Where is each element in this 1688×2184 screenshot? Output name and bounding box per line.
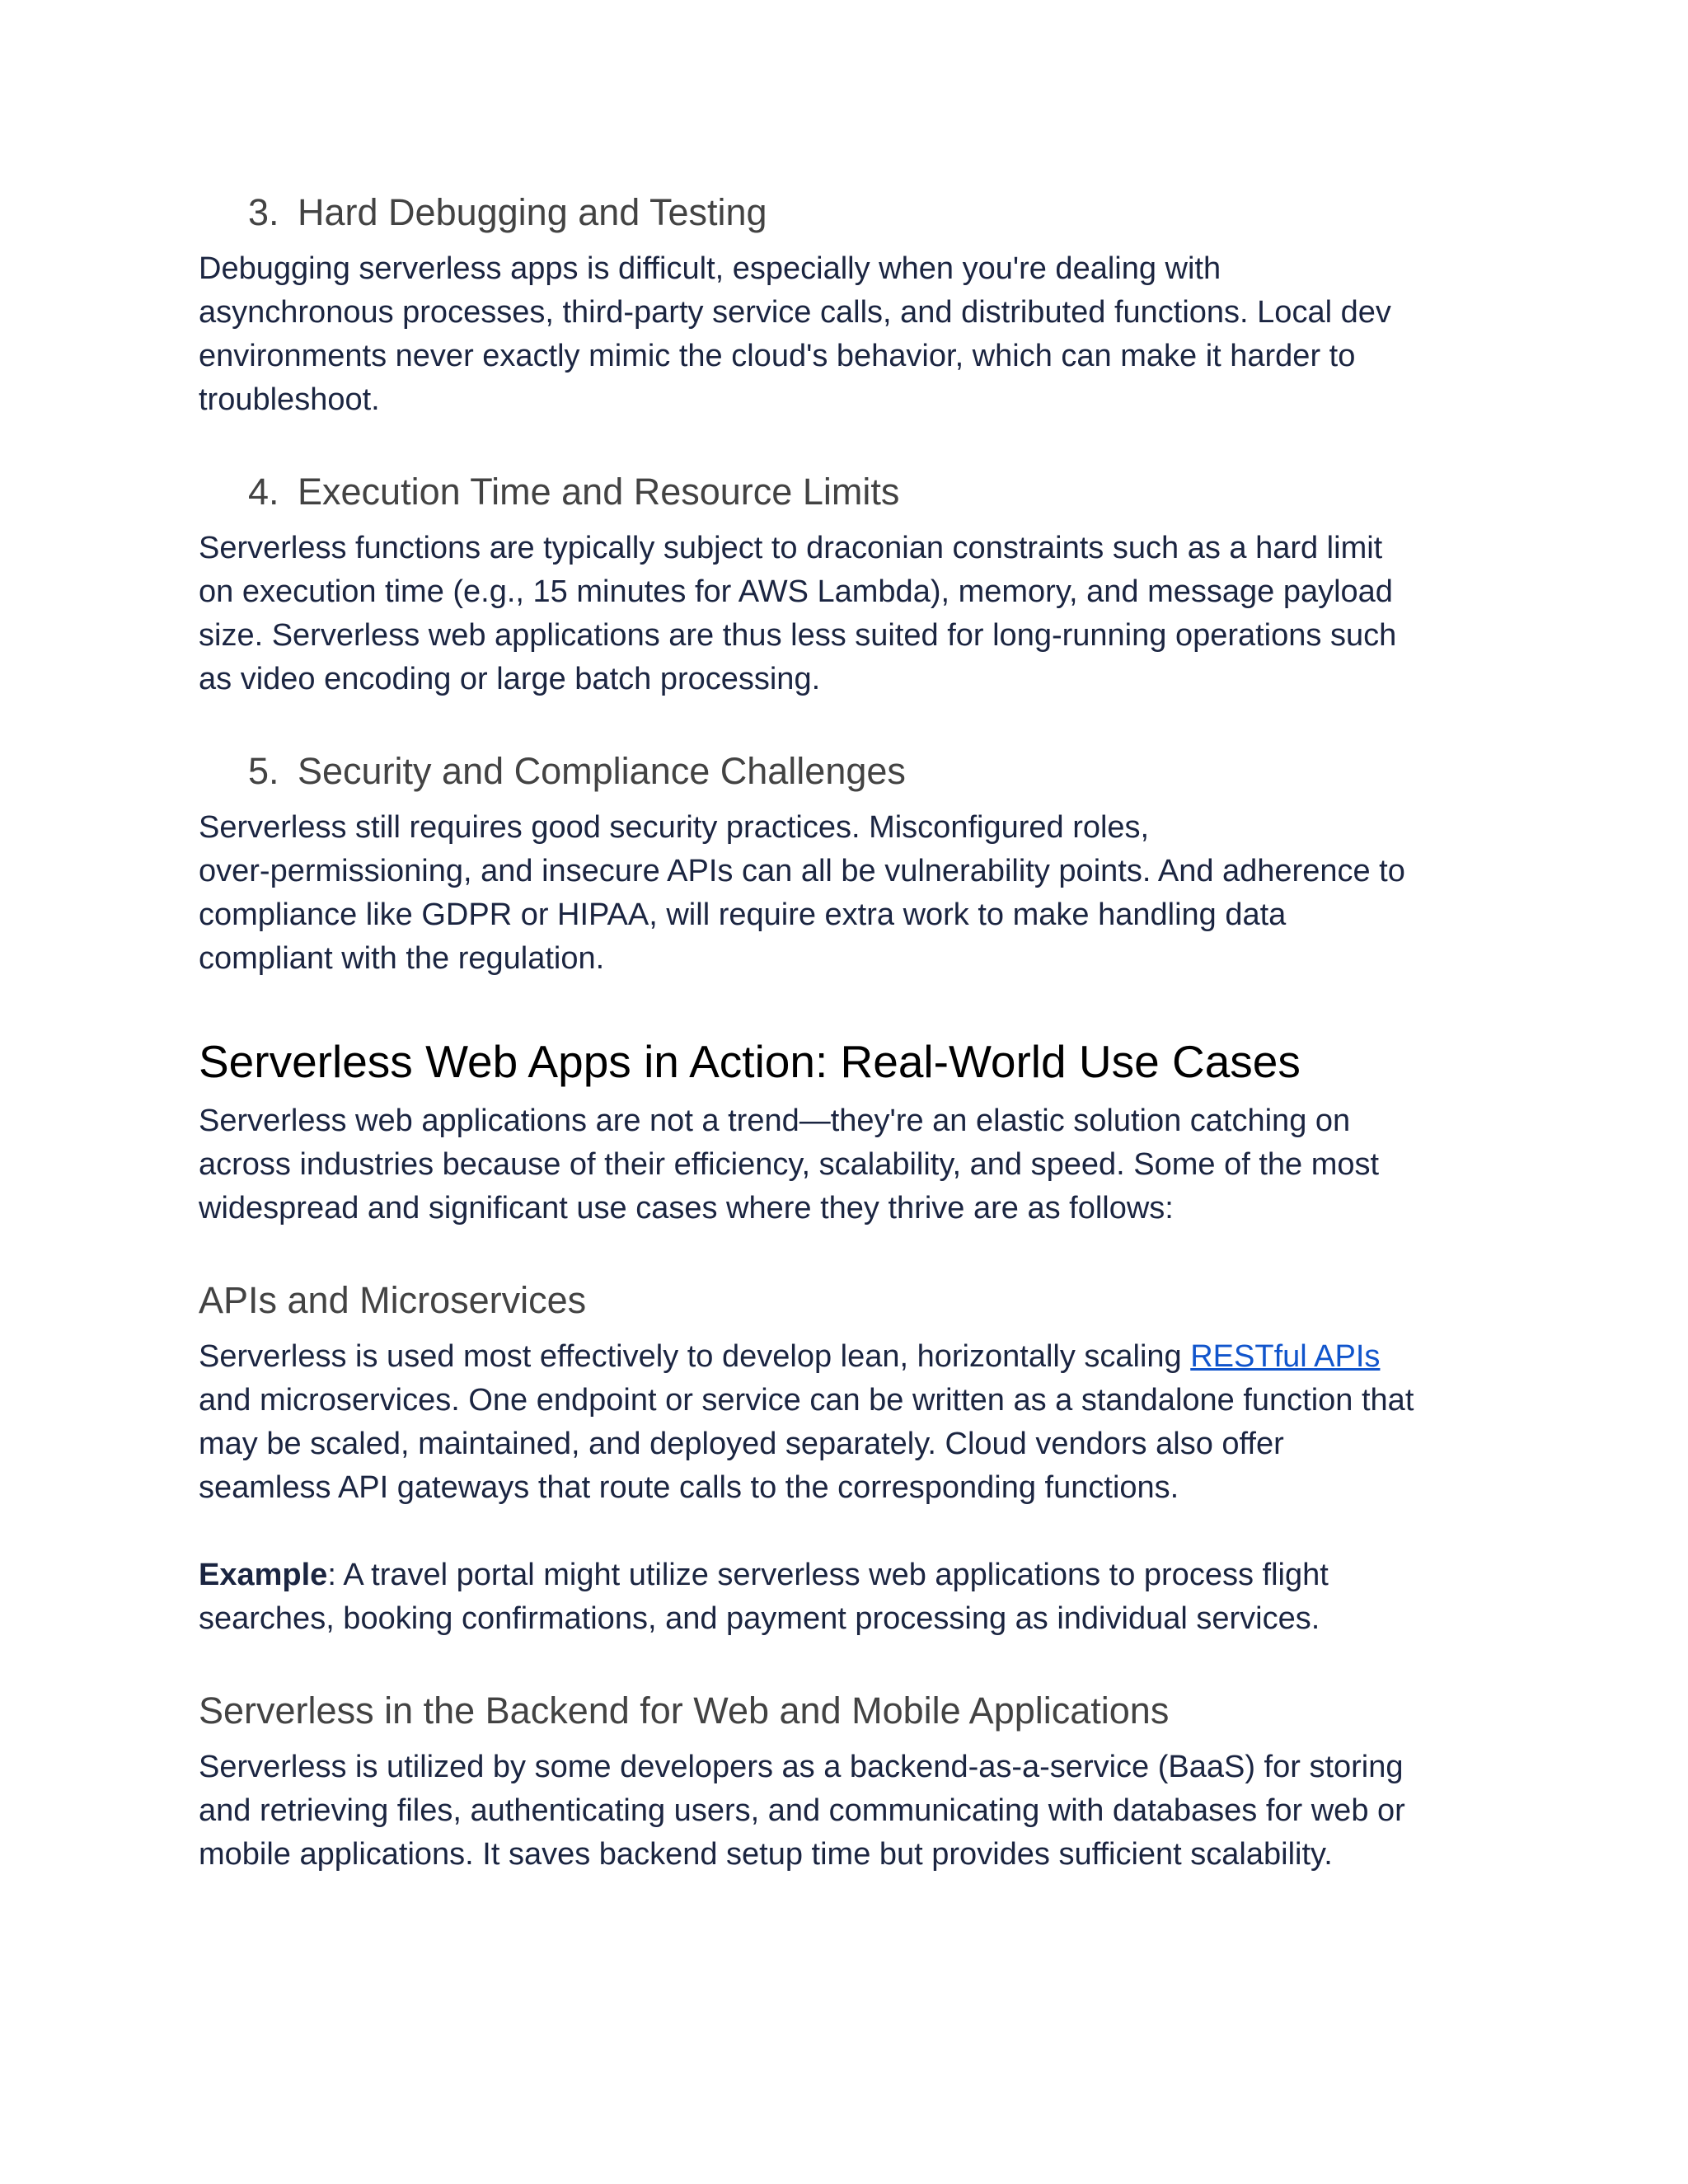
text-line: asynchronous processes, third-party service calls, and distributed functions. Local dev <box>199 295 1391 330</box>
text-line: : A travel portal might utilize serverless web applications to process flight <box>327 1558 1329 1592</box>
spacer <box>199 422 1501 469</box>
spacer <box>199 1641 1501 1688</box>
backend-heading: Serverless in the Backend for Web and Mobile Applications <box>199 1690 1170 1732</box>
text-line: and retrieving files, authenticating users, and communicating with databases for web or <box>199 1793 1405 1828</box>
spacer <box>199 1230 1501 1277</box>
spacer <box>199 981 1501 1035</box>
text-line: on execution time (e.g., 15 minutes for AWS Lambda), memory, and message payload <box>199 574 1393 609</box>
paragraph-debugging <box>199 247 1501 422</box>
apis-paragraph <box>199 1335 1501 1510</box>
list-number: 5. <box>248 750 279 792</box>
text-line: Serverless functions are typically subject to draconian constraints such as a hard limit <box>199 531 1383 565</box>
text-line: mobile applications. It saves backend setup time but provides sufficient scalability. <box>199 1837 1333 1872</box>
text-line: across industries because of their efficiency, scalability, and speed. Some of the most <box>199 1147 1380 1182</box>
section-heading-execution-limits <box>199 469 1501 515</box>
text-line: searches, booking confirmations, and payment processing as individual services. <box>199 1601 1320 1636</box>
apis-heading: APIs and Microservices <box>199 1279 587 1321</box>
list-number: 3. <box>248 191 279 233</box>
text-line: Serverless still requires good security practices. Misconfigured roles, <box>199 810 1150 845</box>
paragraph-execution-limits <box>199 527 1501 701</box>
backend-paragraph <box>199 1746 1501 1877</box>
text-line: Serverless web applications are not a trend—they're an elastic solution catching on <box>199 1104 1351 1138</box>
text-line: seamless API gateways that route calls to the corresponding functions. <box>199 1470 1179 1505</box>
section-heading-security <box>199 748 1501 794</box>
spacer <box>199 701 1501 748</box>
text-line: Serverless is used most effectively to develop lean, horizontally scaling <box>199 1339 1191 1374</box>
text-line: as video encoding or large batch processing. <box>199 662 821 696</box>
text-line: widespread and significant use cases where they thrive are as follows: <box>199 1191 1174 1226</box>
text-line: environments never exactly mimic the cloud's behavior, which can make it harder to <box>199 339 1356 373</box>
use-cases-title: Serverless Web Apps in Action: Real-World Use Cases <box>199 1036 1301 1087</box>
text-line: size. Serverless web applications are thus less suited for long-running operations such <box>199 618 1397 653</box>
text-line: Serverless is utilized by some developers as a backend-as-a-service (BaaS) for storing <box>199 1750 1404 1784</box>
text-line: Debugging serverless apps is difficult, especially when you're dealing with <box>199 251 1221 286</box>
example-paragraph <box>199 1554 1501 1641</box>
section-heading-debugging <box>199 190 1501 236</box>
section-heading-text: Hard Debugging and Testing <box>298 191 767 233</box>
section-heading-text: Execution Time and Resource Limits <box>298 471 900 513</box>
use-cases-intro <box>199 1099 1501 1230</box>
text-line: compliant with the regulation. <box>199 941 605 976</box>
example-label: Example <box>199 1558 328 1592</box>
text-line: over-permissioning, and insecure APIs can all be vulnerability points. And adherence to <box>199 854 1405 888</box>
section-heading-text: Security and Compliance Challenges <box>298 750 906 792</box>
spacer <box>199 1510 1501 1554</box>
text-line: compliance like GDPR or HIPAA, will require extra work to make handling data <box>199 898 1287 932</box>
text-line: troubleshoot. <box>199 382 380 417</box>
text-line: may be scaled, maintained, and deployed separately. Cloud vendors also offer <box>199 1427 1284 1461</box>
list-number: 4. <box>248 471 279 513</box>
restful-apis-link[interactable]: RESTful APIs <box>1190 1339 1381 1374</box>
text-line: and microservices. One endpoint or service can be written as a standalone function that <box>199 1383 1414 1418</box>
document-page <box>199 190 1501 1877</box>
paragraph-security <box>199 806 1501 981</box>
